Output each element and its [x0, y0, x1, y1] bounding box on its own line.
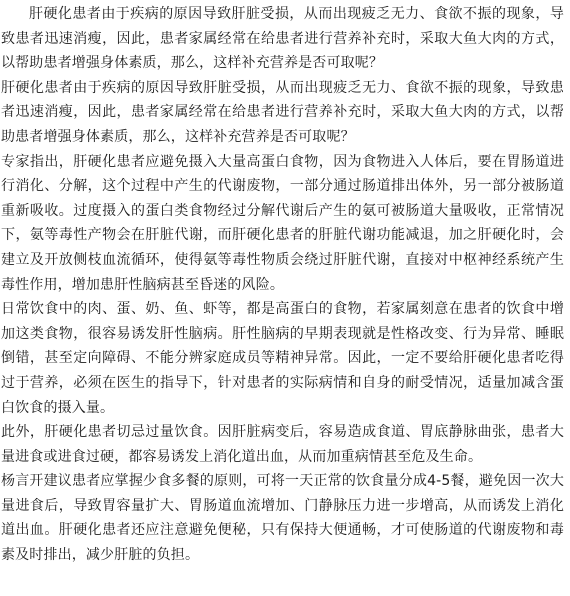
paragraph-overeating: 此外，肝硬化患者切忌过量饮食。因肝脏病变后，容易造成食道、胃底静脉曲张，患者大量进食或进食过硬，都容易诱发上消化道出血，从而加重病情甚至危及生命。 [1, 424, 564, 465]
paragraph-advice: 杨言开建议患者应掌握少食多餐的原则，可将一天正常的饮食量分成4-5餐，避免因一次大量进食后，导致胃容量扩大、胃肠道血流增加、门静脉压力进一步增高，从而诱发上消化道出血。肝硬化患者还应注意避免便秘，只有保持大便通畅，才可使肠道的代谢废物和毒素及时排出，减少肝脏的负担。 [1, 473, 564, 564]
paragraph-daily-diet: 日常饮食中的肉、蛋、奶、鱼、虾等，都是高蛋白的食物，若家属刻意在患者的饮食中增加这类食物，很容易诱发肝性脑病。肝性脑病的早期表现就是性格改变、行为异常、睡眠倒错，甚至定向障碍、不能分辨家庭成员等精神异常。因此，一定不要给肝硬化患者吃得过于营养，必须在医生的指导下，针对患者的实际病情和自身的耐受情况，适量加减含蛋白饮食的摄入量。 [1, 301, 564, 416]
paragraph-intro-repeat: 肝硬化患者由于疾病的原因导致肝脏受损，从而出现疲乏无力、食欲不振的现象，导致患者迅速消瘦，因此，患者家属经常在给患者进行营养补充时，采取大鱼大肉的方式，以帮助患者增强身体素质，那么，这样补充营养是否可取呢？ [1, 79, 564, 145]
paragraph-intro: 肝硬化患者由于疾病的原因导致肝脏受损，从而出现疲乏无力、食欲不振的现象，导致患者迅速消瘦，因此，患者家属经常在给患者进行营养补充时，采取大鱼大肉的方式，以帮助患者增强身体素质，那么，这样补充营养是否可取呢？ [1, 6, 564, 72]
paragraph-expert: 专家指出，肝硬化患者应避免摄入大量高蛋白食物，因为食物进入人体后，要在胃肠道进行消化、分解，这个过程中产生的代谢废物，一部分通过肠道排出体外，另一部分被肠道重新吸收。过度摄入的蛋白类食物经过分解代谢后产生的氨可被肠道大量吸收，正常情况下，氨等毒性产物会在肝脏代谢，而肝硬化患者的肝脏代谢功能减退，加之肝硬化时，会建立及开放侧枝血流循环，使得氨等毒性物质会绕过肝脏代谢，直接对中枢神经系统产生毒性作用，增加患肝性脑病甚至昏迷的风险。 [1, 153, 564, 293]
